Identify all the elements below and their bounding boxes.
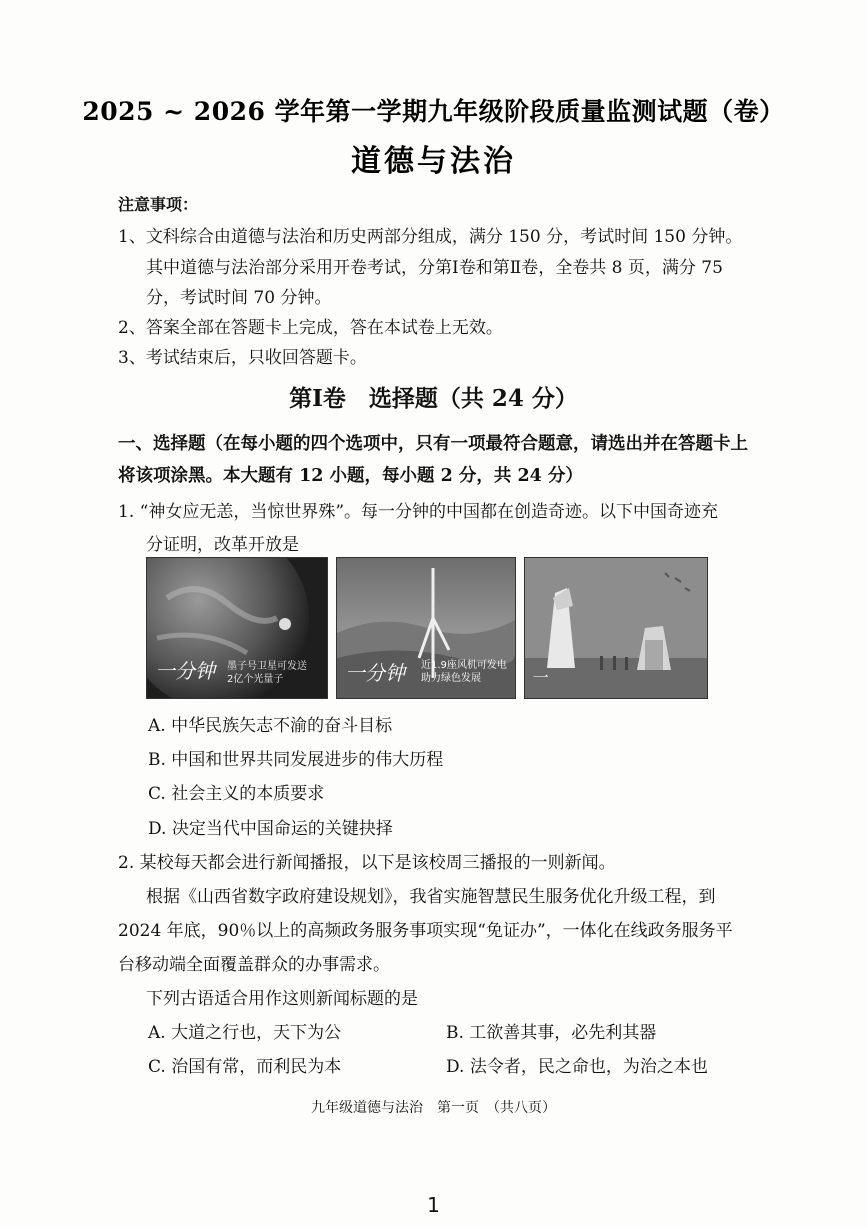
q2-option-a: A. 大道之行也，天下为公	[148, 1023, 342, 1043]
q1-option-d: D. 决定当代中国命运的关键抉择	[148, 819, 393, 839]
subject-title: 道德与法治	[351, 144, 516, 179]
notes-heading: 注意事项：	[118, 195, 199, 214]
photo2-caption-big: 一分钟	[345, 661, 405, 685]
page-number: 1	[427, 1193, 440, 1217]
q1-stem-line-2: 分证明，改革开放是	[146, 535, 299, 555]
q2-option-c: C. 治国有常，而利民为本	[148, 1057, 342, 1077]
q2-option-b: B. 工欲善其事，必先利其器	[446, 1023, 657, 1043]
monument-photo	[524, 557, 708, 699]
note-item-2: 2、答案全部在答题卡上完成，答在本试卷上无效。	[118, 318, 503, 338]
q2-stem: 2. 某校每天都会进行新闻播报，以下是该校周三播报的一则新闻。	[118, 853, 616, 873]
photo1-caption-small-2: 2亿个光量子	[227, 674, 284, 685]
section-instruction-line-1: 一、选择题（在每小题的四个选项中，只有一项最符合题意，请选出并在答题卡上	[118, 434, 748, 454]
page-footer: 九年级道德与法治 第一页 （共八页）	[311, 1100, 556, 1116]
q2-prompt: 下列古语适合用作这则新闻标题的是	[146, 989, 418, 1009]
satellite-earth-photo	[146, 557, 328, 699]
wind-turbine-photo	[336, 557, 516, 699]
q2-news-line-2: 2024 年底，90％以上的高频政务服务事项实现“免证办”，一体化在线政务服务平	[118, 921, 733, 941]
photo1-caption-small-1: 墨子号卫星可发送	[227, 661, 307, 672]
photo1-caption-big: 一分钟	[155, 659, 215, 683]
q1-option-c: C. 社会主义的本质要求	[148, 784, 325, 804]
q1-option-a: A. 中华民族矢志不渝的奋斗目标	[148, 716, 393, 736]
q2-news-line-1: 根据《山西省数字政府建设规划》，我省实施智慧民生服务优化升级工程，到	[146, 887, 716, 907]
section-heading: 第Ⅰ卷 选择题（共 24 分）	[289, 385, 578, 412]
note-item-3: 3、考试结束后，只收回答题卡。	[118, 348, 367, 368]
note-item-1-line-1: 1、文科综合由道德与法治和历史两部分组成，满分 150 分，考试时间 150 分钟。	[118, 227, 743, 247]
q2-news-line-3: 台移动端全面覆盖群众的办事需求。	[118, 955, 390, 975]
exam-title: 2025 ~ 2026 学年第一学期九年级阶段质量监测试题（卷）	[82, 97, 785, 126]
note-item-1-line-3: 分，考试时间 70 分钟。	[146, 288, 332, 308]
q1-option-b: B. 中国和世界共同发展进步的伟大历程	[148, 750, 444, 770]
photo2-caption-small-1: 近1.9座风机可发电	[421, 660, 507, 671]
q1-stem-line-1: 1. “神女应无恙，当惊世界殊”。每一分钟的中国都在创造奇迹。以下中国奇迹充	[118, 502, 719, 522]
photo3-caption-fragment: 一	[531, 668, 548, 687]
note-item-1-line-2: 其中道德与法治部分采用开卷考试，分第Ⅰ卷和第Ⅱ卷，全卷共 8 页，满分 75	[146, 258, 723, 278]
q2-option-d: D. 法令者，民之命也，为治之本也	[446, 1057, 708, 1077]
section-instruction-line-2: 将该项涂黑。本大题有 12 小题，每小题 2 分，共 24 分）	[118, 466, 583, 486]
photo2-caption-small-2: 助力绿色发展	[421, 673, 481, 684]
